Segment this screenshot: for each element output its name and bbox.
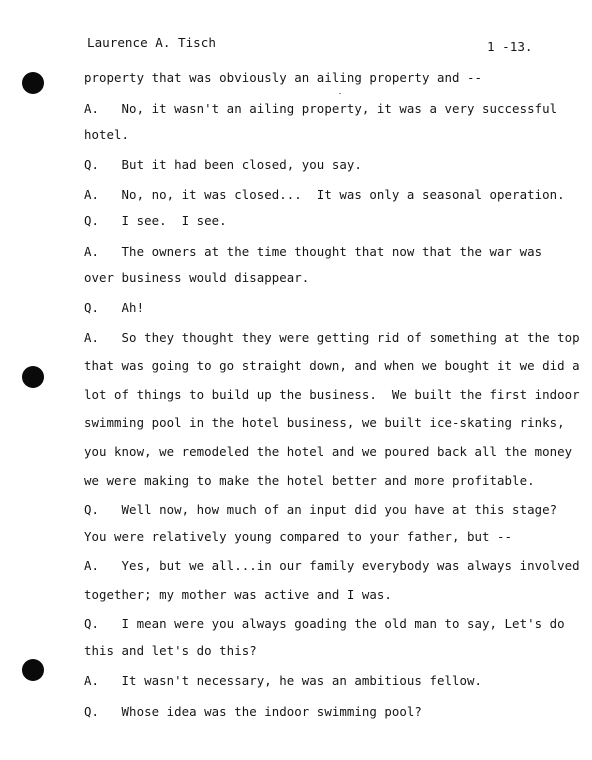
transcript-line: A. The owners at the time thought that now that the war was bbox=[84, 244, 543, 259]
transcript-line: lot of things to build up the business. We built the first indoor bbox=[84, 387, 580, 402]
transcript-line: we were making to make the hotel better and more profitable. bbox=[84, 473, 535, 488]
transcript-line: Q. I mean were you always goading the old man to say, Let's do bbox=[84, 616, 565, 631]
transcript-line: Q. But it had been closed, you say. bbox=[84, 157, 362, 172]
transcript-line: Q. Ah! bbox=[84, 300, 145, 315]
transcript-line: A. It wasn't necessary, he was an ambitious fellow. bbox=[84, 673, 483, 688]
transcript-line: you know, we remodeled the hotel and we poured back all the money bbox=[84, 444, 573, 459]
transcript-line: You were relatively young compared to your father, but -- bbox=[84, 529, 513, 544]
transcript-line: this and let's do this? bbox=[84, 643, 257, 658]
interviewee-name: Laurence A. Tisch bbox=[87, 35, 216, 50]
transcript-line: together; my mother was active and I was. bbox=[84, 587, 392, 602]
transcript-line: hotel. bbox=[84, 127, 130, 142]
transcript-line: Q. Whose idea was the indoor swimming pool? bbox=[84, 704, 422, 719]
transcript-line: over business would disappear. bbox=[84, 270, 310, 285]
punch-hole bbox=[22, 72, 44, 94]
transcript-line: A. So they thought they were getting rid of something at the top bbox=[84, 330, 580, 345]
transcript-line: A. No, no, it was closed... It was only a seasonal operation. bbox=[84, 187, 565, 202]
transcript-line: swimming pool in the hotel business, we built ice-skating rinks, bbox=[84, 415, 565, 430]
punch-hole bbox=[22, 366, 44, 388]
transcript-line: property that was obviously an ailing property and -- bbox=[84, 70, 483, 85]
page-number: 1 -13. bbox=[487, 39, 533, 54]
transcript-line: that was going to go straight down, and when we bought it we did a bbox=[84, 358, 580, 373]
transcript-line: Q. Well now, how much of an input did you have at this stage? bbox=[84, 502, 558, 517]
punch-hole bbox=[22, 659, 44, 681]
transcript-line: A. No, it wasn't an ailing property, it was a very successful bbox=[84, 101, 558, 116]
transcript-line: Q. I see. I see. bbox=[84, 213, 227, 228]
transcript-line: A. Yes, but we all...in our family everybody was always involved bbox=[84, 558, 580, 573]
scan-speck bbox=[339, 93, 341, 94]
